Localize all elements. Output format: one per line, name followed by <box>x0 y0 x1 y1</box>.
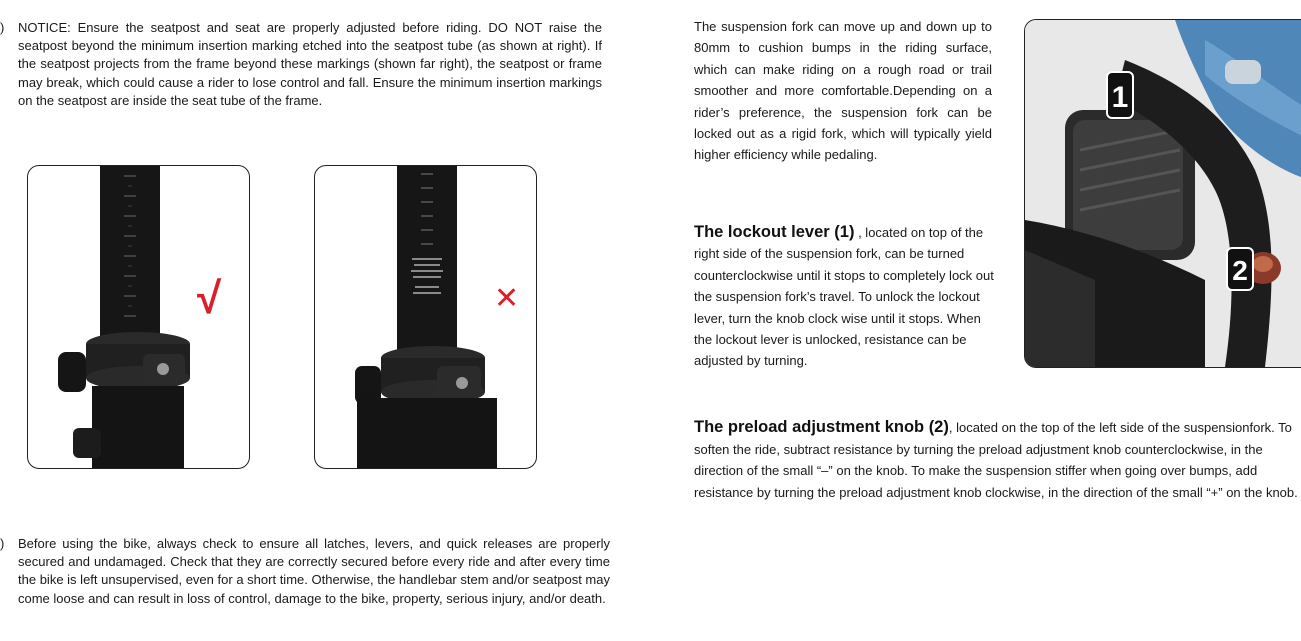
seatpost-incorrect-photo <box>314 165 537 469</box>
latches-bullet: ) <box>0 536 5 551</box>
lockout-text: , located on top of the right side of the suspension fork, can be turned counterclockwise until it stops to completely lock out the suspension fork’s travel. To unlock the lockout lever, turn the knob clock wise until it stops. When the lockout lever is unlocked, resistance can be adjusted by turning. <box>694 225 994 369</box>
preload-heading: The preload adjustment knob (2) <box>694 418 949 436</box>
notice-section <box>0 19 610 110</box>
lockout-paragraph <box>694 222 996 372</box>
lockout-section <box>694 222 996 372</box>
notice-text: NOTICE: Ensure the seatpost and seat are properly adjusted before riding. DO NOT raise the seatpost beyond the minimum insertion marking etched into the seatpost tube (as shown at right). If the seatpost projects from the frame beyond these markings (shown far right), the seatpost or frame may break, which could cause a rider to lose control and fall. Ensure the minimum insertion markings on the seatpost are inside the seat tube of the frame. <box>18 20 602 108</box>
suspension-intro-text: The suspension fork can move up and down up to 80mm to cushion bumps in the riding surface, which can make riding on a rough road or trail smoother and more comfortable.Depending on a rider’s preference, the suspension fork can be locked out as a rigid fork, which will typically yield higher efficiency while pedaling. <box>694 19 992 163</box>
incorrect-cross-mark: ✕ <box>494 282 520 315</box>
badge-1-label: 1 <box>1111 81 1129 114</box>
latches-section <box>0 535 610 608</box>
badge-2-label: 2 <box>1232 255 1248 286</box>
preload-paragraph <box>694 417 1301 503</box>
preload-text: , located on the top of the left side of the suspensionfork. To soften the ride, subtract resistance by turning the preload adjustment knob counterclockwise, in the direction of the small “–” on the knob. To make the suspension stiffer when going over bumps, add resistance by turning the preload adjustment knob clockwise, in the direction of the small “+” on the knob. <box>694 420 1298 500</box>
suspension-fork-photo <box>1024 19 1301 368</box>
latches-text: Before using the bike, always check to ensure all latches, levers, and quick releases are properly secured and undamaged. Check that they are correctly secured before every ride and after every time the bike is left unsupervised, even for a short time. Otherwise, the handlebar stem and/or seatpost may come loose and can result in loss of control, damage to the bike, property, serious injury, and/or death. <box>18 536 610 606</box>
correct-check-mark: √ <box>197 274 222 323</box>
preload-section <box>694 417 1301 503</box>
suspension-intro <box>694 16 992 166</box>
lockout-heading: The lockout lever (1) <box>694 223 855 241</box>
notice-bullet: ) <box>0 20 5 35</box>
